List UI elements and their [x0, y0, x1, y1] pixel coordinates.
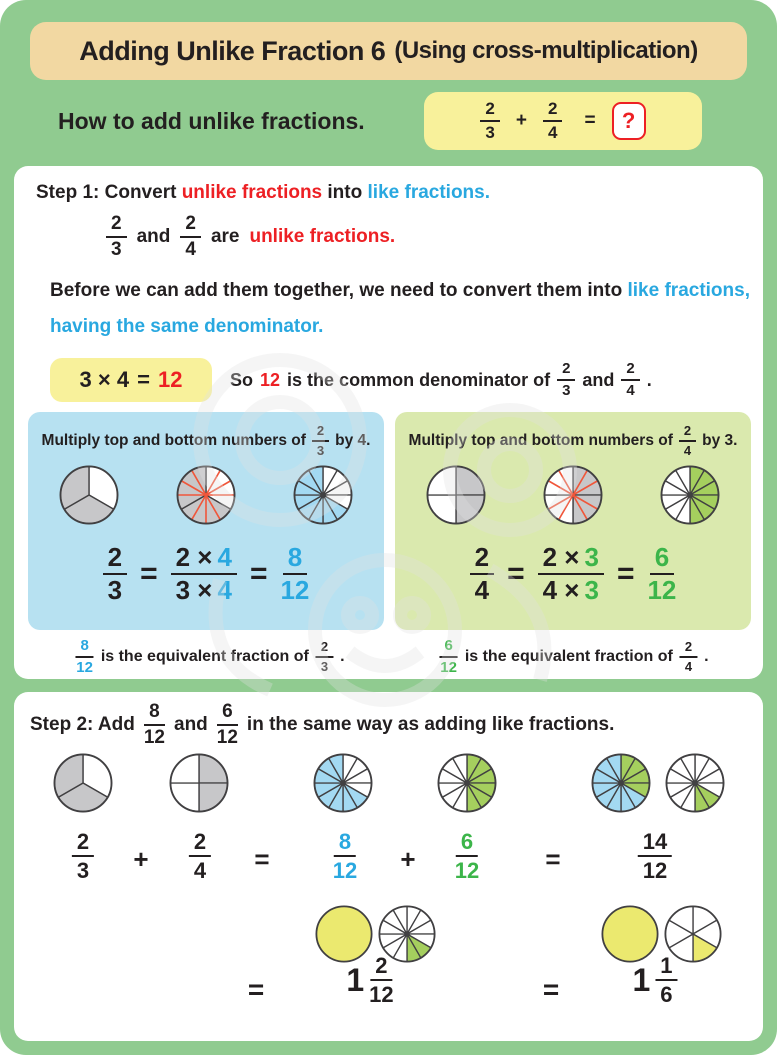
fraction-two-quarters: $\frac{2}{4}$	[543, 100, 562, 142]
plus-sign: +	[133, 844, 149, 874]
fraction-eight-twelfths: $\frac{8}{12}$	[280, 542, 310, 606]
equivalent-caption-right: $\frac{6}{12}$ is the equivalent fraction of $\frac{2}{4}$ .	[440, 637, 709, 676]
multiplication-box: 3 × 4 = 12	[50, 358, 212, 402]
plus-sign: +	[400, 844, 416, 874]
equals-sign: =	[584, 110, 596, 131]
green-card-caption: Multiply top and bottom numbers of $\frac{2}{4}$ by 3.	[408, 423, 738, 458]
common-denominator-line: So 12 is the common denominator of $\frac{2}{3}$ and $\frac{2}{4}$ .	[230, 360, 652, 399]
unknown-answer-box: ?	[612, 102, 646, 140]
fraction-fourteen-twelfths: $\frac{14}{12}$	[638, 830, 672, 882]
pie-two-thirds-split-overlay	[175, 464, 237, 526]
pie-two-quarters-split-overlay	[542, 464, 604, 526]
fraction-two-quarters: $\frac{2}{4}$	[680, 640, 697, 673]
equals-sign: =	[249, 557, 268, 591]
title-banner	[30, 22, 747, 80]
blue-card-equation	[28, 544, 384, 605]
blue-card-caption: Multiply top and bottom numbers of $\frac{2}{3}$ by 4.	[41, 423, 371, 458]
fraction-eight-twelfths: $\frac{8}{12}$	[76, 637, 93, 676]
fraction-two-quarters: $\frac{2}{4}$	[180, 214, 201, 260]
step2-heading: Step 2: Add $\frac{8}{12}$ and $\frac{6}{12}$ in the same way as adding like fractions.	[30, 701, 615, 748]
fraction-cross-multiplied: 2 × 3 4 × 3	[538, 544, 604, 605]
fraction-two-thirds: $\frac{2}{3}$	[316, 640, 333, 673]
mixed-number-one-and-one-sixth: 1 $\frac{1}{6}$	[632, 954, 677, 1006]
unlike-fractions-line: $\frac{2}{3}$ and $\frac{2}{4}$ are unlike fractions.	[106, 214, 395, 260]
plus-sign: +	[515, 110, 527, 131]
mixed-number-one-and-two-twelfths: 1 $\frac{2}{12}$	[346, 953, 394, 1008]
pie-two-thirds	[52, 752, 114, 814]
fraction-six-twelfths: $\frac{6}{12}$	[440, 637, 457, 676]
fraction-two-thirds: $\frac{2}{3}$	[72, 830, 94, 882]
fraction-two-thirds: $\frac{2}{3}$	[312, 424, 329, 457]
page-subtitle: (Using cross-multiplication)	[394, 37, 698, 64]
green-conversion-card	[395, 412, 751, 630]
blue-conversion-card	[28, 412, 384, 630]
pie-six-twelfths	[436, 752, 498, 814]
blue-card-pies	[28, 464, 384, 526]
equals-sign: =	[545, 844, 561, 874]
green-card-pies	[395, 464, 751, 526]
green-card-equation	[395, 544, 751, 605]
fraction-six-twelfths: $\frac{6}{12}$	[647, 542, 677, 606]
fraction-six-twelfths: $\frac{6}{12}$	[454, 829, 480, 884]
fraction-two-thirds: $\frac{2}{3}$	[480, 100, 499, 142]
page-title: Adding Unlike Fraction 6	[79, 35, 386, 66]
pie-two-quarters	[425, 464, 487, 526]
equivalent-caption-left: $\frac{8}{12}$ is the equivalent fraction of $\frac{2}{3}$ .	[76, 637, 345, 676]
equals-sign: =	[507, 557, 525, 591]
fraction-two-thirds: $\frac{2}{3}$	[557, 361, 575, 399]
pie-two-twelfths	[664, 752, 726, 814]
fraction-two-quarters: $\frac{2}{4}$	[189, 830, 211, 882]
step1-panel	[14, 166, 763, 679]
pie-two-thirds	[58, 464, 120, 526]
pie-eight-twelfths	[312, 752, 374, 814]
fraction-eight-twelfths: $\frac{8}{12}$	[143, 701, 165, 748]
fraction-cross-multiplied: 2 × 4 3 × 4	[171, 544, 237, 605]
equals-sign: =	[542, 974, 560, 1005]
fraction-eight-twelfths: $\frac{8}{12}$	[332, 829, 358, 884]
equals-sign: =	[616, 557, 635, 591]
step2-panel	[14, 692, 763, 1041]
pie-twelve-twelfths	[590, 752, 652, 814]
step1-heading: Step 1: Convert unlike fractions into like fractions.	[36, 182, 491, 203]
fraction-two-thirds: $\frac{2}{3}$	[103, 544, 127, 605]
paragraph-line2: having the same denominator.	[50, 316, 324, 337]
equals-sign: =	[254, 844, 270, 874]
equals-sign: =	[140, 557, 158, 591]
fraction-two-quarters: $\frac{2}{4}$	[679, 424, 696, 457]
intro-equation-box	[424, 92, 702, 150]
pie-two-quarters	[168, 752, 230, 814]
fraction-two-quarters: $\frac{2}{4}$	[470, 544, 494, 605]
paragraph-line1: Before we can add them together, we need to convert them into like fractions,	[50, 280, 750, 301]
fraction-six-twelfths: $\frac{6}{12}$	[216, 701, 238, 748]
equals-sign: =	[247, 974, 265, 1005]
pie-six-twelfths	[659, 464, 721, 526]
fraction-two-quarters: $\frac{2}{4}$	[621, 361, 639, 399]
step2-equation	[14, 830, 763, 900]
intro-heading: How to add unlike fractions.	[58, 107, 365, 134]
pie-eight-twelfths	[292, 464, 354, 526]
fraction-two-thirds: $\frac{2}{3}$	[106, 214, 127, 260]
